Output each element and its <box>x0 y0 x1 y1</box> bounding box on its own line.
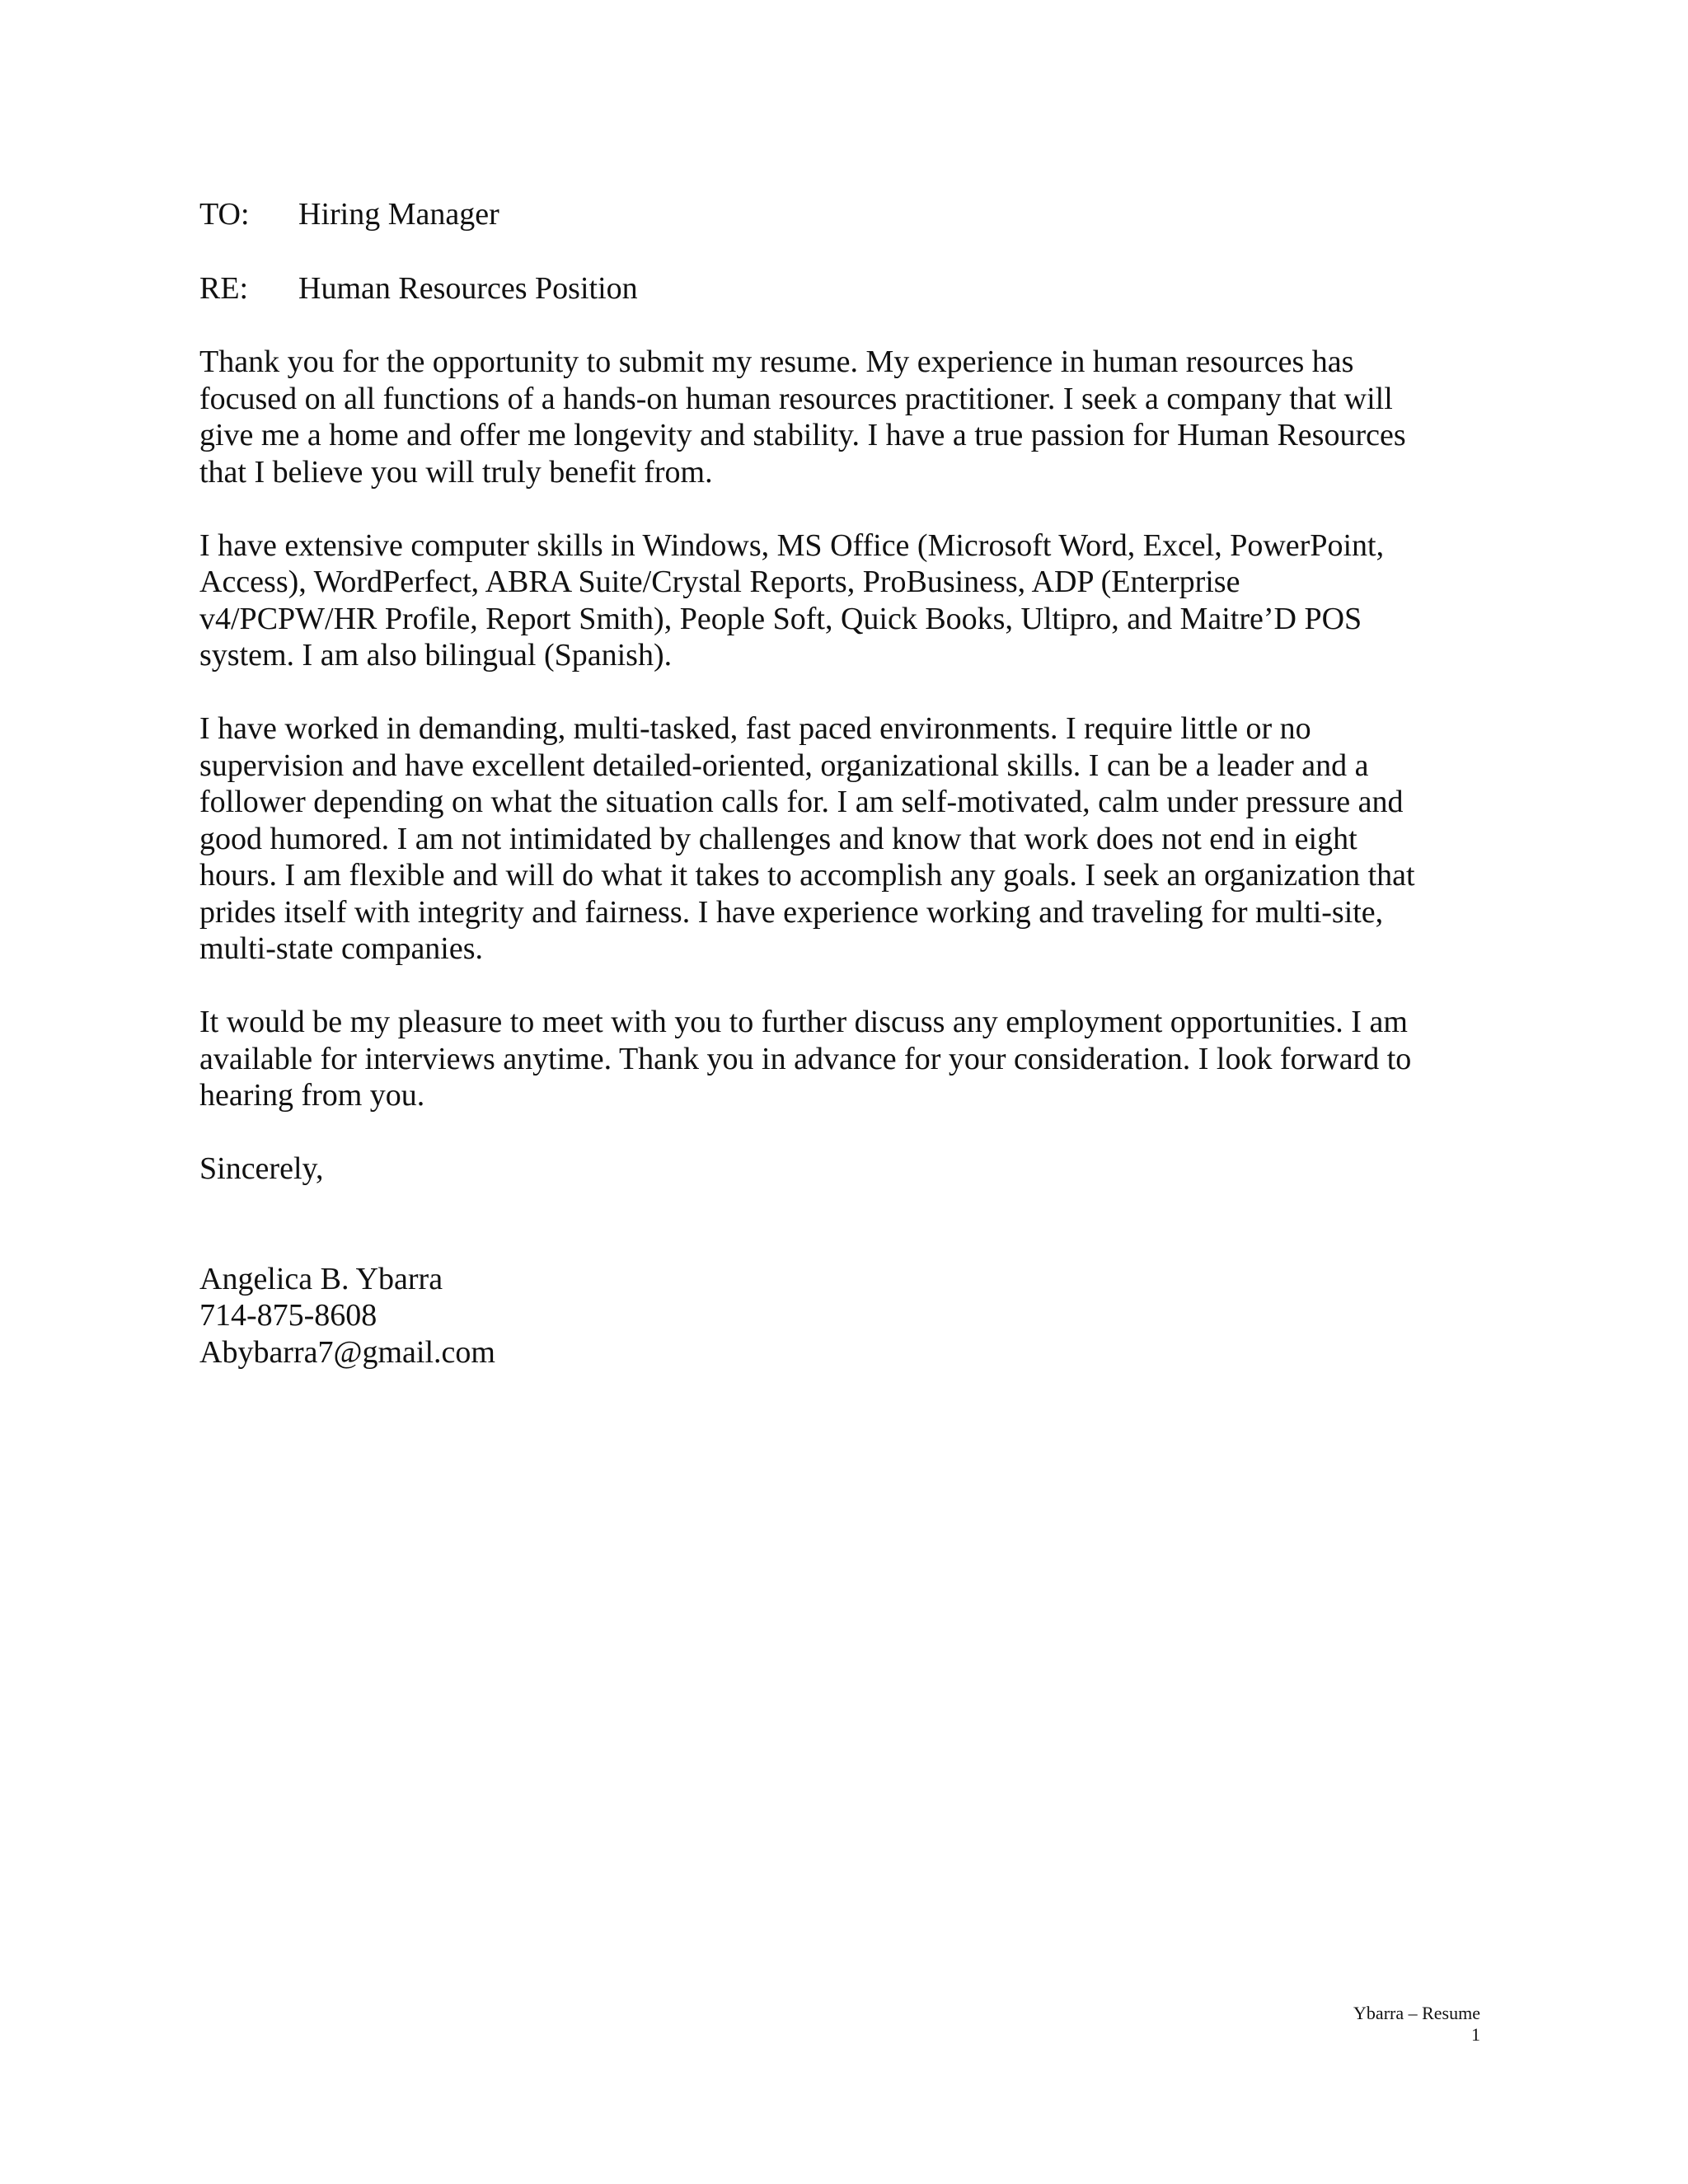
paragraph-line: Access), WordPerfect, ABRA Suite/Crystal Reports, ProBusiness, ADP (Enterprise <box>199 565 1240 599</box>
paragraph-work-style <box>199 710 1485 968</box>
signature-email: Abybarra7@gmail.com <box>199 1334 495 1370</box>
paragraph-line: hours. I am flexible and will do what it takes to accomplish any goals. I seek an organization that <box>199 858 1415 893</box>
paragraph-line: available for interviews anytime. Thank you in advance for your consideration. I look forward to <box>199 1041 1412 1076</box>
paragraph-line: multi-state companies. <box>199 931 484 966</box>
memo-to-line <box>199 196 1485 233</box>
paragraph-line: that I believe you will truly benefit from. <box>199 454 713 490</box>
paragraph-line: I have worked in demanding, multi-tasked, fast paced environments. I require little or no <box>199 711 1311 746</box>
signature-block <box>199 1261 1485 1371</box>
paragraph-line: Thank you for the opportunity to submit my resume. My experience in human resources has <box>199 344 1354 379</box>
paragraph-line: follower depending on what the situation calls for. I am self-motivated, calm under pressure and <box>199 785 1404 819</box>
footer-page-number: 1 <box>1471 2024 1480 2045</box>
paragraph-computer-skills <box>199 527 1485 674</box>
paragraph-line: hearing from you. <box>199 1078 425 1113</box>
memo-re-line <box>199 270 1485 307</box>
footer-title: Ybarra – Resume <box>1353 2003 1480 2023</box>
signature-phone: 714-875-8608 <box>199 1298 377 1333</box>
letter-body <box>199 196 1485 1371</box>
paragraph-closing-request <box>199 1004 1485 1114</box>
paragraph-line: system. I am also bilingual (Spanish). <box>199 638 673 673</box>
closing-salutation: Sincerely, <box>199 1151 324 1186</box>
paragraph-line: give me a home and offer me longevity and stability. I have a true passion for Human Resources <box>199 418 1406 452</box>
memo-to-value: Hiring Manager <box>298 197 499 232</box>
memo-re-value: Human Resources Position <box>298 270 638 306</box>
paragraph-line: good humored. I am not intimidated by challenges and know that work does not end in eight <box>199 821 1357 856</box>
paragraph-line: v4/PCPW/HR Profile, Report Smith), People Soft, Quick Books, Ultipro, and Maitre’D POS <box>199 601 1362 636</box>
paragraph-line: It would be my pleasure to meet with you to further discuss any employment opportunities. I am <box>199 1005 1408 1039</box>
paragraph-introduction <box>199 344 1485 490</box>
memo-re-label: RE: <box>199 270 249 306</box>
signature-name: Angelica B. Ybarra <box>199 1261 443 1296</box>
memo-to-label: TO: <box>199 197 250 232</box>
paragraph-line: prides itself with integrity and fairness. I have experience working and traveling for multi-site, <box>199 894 1384 930</box>
paragraph-line: supervision and have excellent detailed-oriented, organizational skills. I can be a leader and a <box>199 748 1369 783</box>
paragraph-line: focused on all functions of a hands-on human resources practitioner. I seek a company that will <box>199 381 1393 416</box>
page-footer <box>1353 2003 1480 2046</box>
paragraph-line: I have extensive computer skills in Windows, MS Office (Microsoft Word, Excel, PowerPoint, <box>199 527 1385 563</box>
